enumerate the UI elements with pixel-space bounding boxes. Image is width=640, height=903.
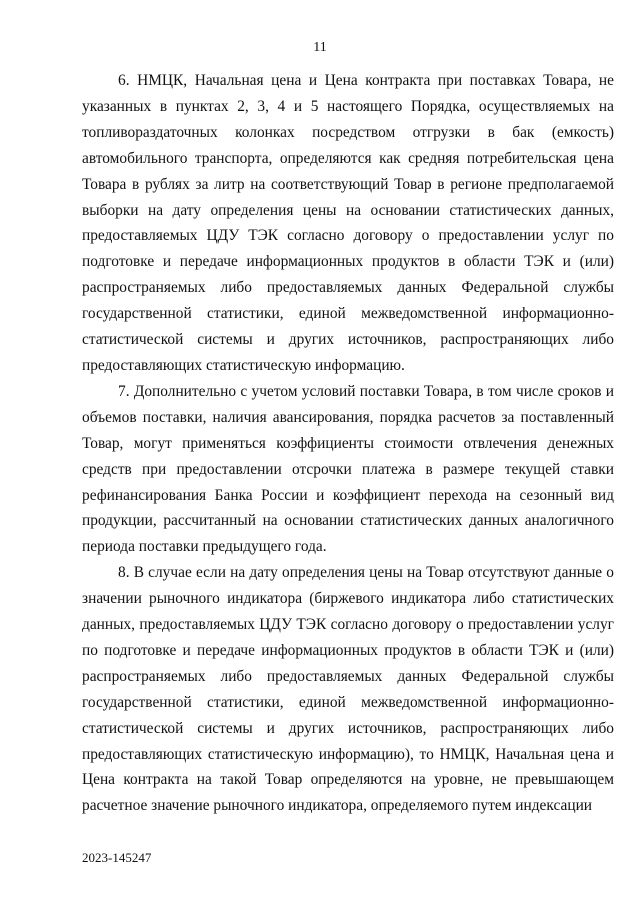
document-body xyxy=(82,68,614,819)
document-code: 2023-145247 xyxy=(82,850,152,865)
paragraph-6: 6. НМЦК, Начальная цена и Цена контракта при поставках Товара, не указанных в пунктах 2, 3, 4 и 5 настоящего Порядка, осуществляемых на топливораздаточных колонках посредством отгрузки в бак (емкость) автомобильного транспорта, определяются как средняя потребительская цена Товара в рублях за литр на соответствующий Товар в регионе предполагаемой выборки на дату определения цены на основании статистических данных, предоставляемых ЦДУ ТЭК согласно договору о предоставлении услуг по подготовке и передаче информационных продуктов в области ТЭК и (или) распространяемых либо предоставляемых данных Федеральной службы государственной статистики, единой межведомственной информационно-статистической системы и других источников, распространяющих либо предоставляющих статистическую информацию. xyxy=(82,72,614,374)
page-number: 11 xyxy=(313,40,327,55)
paragraph-7: 7. Дополнительно с учетом условий поставки Товара, в том числе сроков и объемов поставки, наличия авансирования, порядка расчетов за поставленный Товар, могут применяться коэффициенты стоимости отвлечения денежных средств при предоставлении отсрочки платежа в размере текущей ставки рефинансирования Банка России и коэффициент перехода на сезонный вид продукции, рассчитанный на основании статистических данных аналогичного периода поставки предыдущего года. xyxy=(82,382,614,556)
paragraph-8: 8. В случае если на дату определения цены на Товар отсутствуют данные о значении рыночного индикатора (биржевого индикатора либо статистических данных, предоставляемых ЦДУ ТЭК согласно договору о предоставлении услуг по подготовке и передаче информационных продуктов в области ТЭК и (или) распространяемых либо предоставляемых данных Федеральной службы государственной статистики, единой межведомственной информационно-статистической системы и других источников, распространяющих либо предоставляющих статистическую информацию), то НМЦК, Начальная цена и Цена контракта на такой Товар определяются на уровне, не превышающем расчетное значение рыночного индикатора, определяемого путем индексации xyxy=(82,564,614,815)
